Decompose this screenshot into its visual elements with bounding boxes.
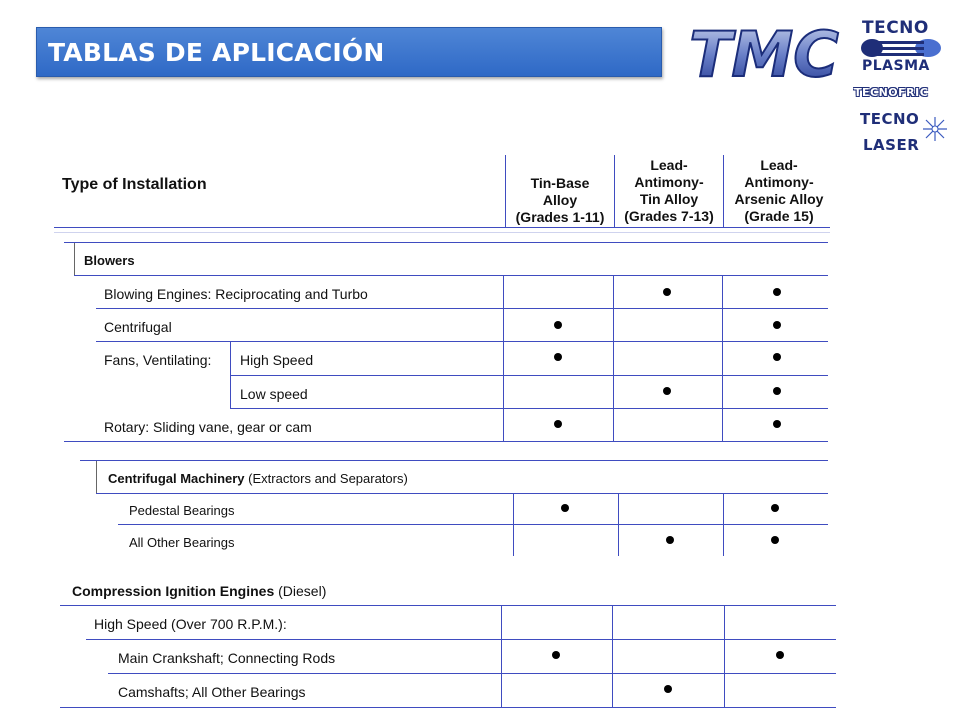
table-row-label: All Other Bearings xyxy=(129,535,235,550)
type-of-installation-header: Type of Installation xyxy=(62,176,207,193)
row-rule xyxy=(60,707,836,708)
mark-dot xyxy=(773,420,781,428)
table-row-label: Main Crankshaft; Connecting Rods xyxy=(118,650,336,666)
tecno-laser-top: TECNO xyxy=(860,110,920,128)
mark-dot xyxy=(554,420,562,428)
tecnofric-logo: TECNOFRIC xyxy=(854,86,929,99)
compression-subheading: High Speed (Over 700 R.P.M.): xyxy=(94,616,287,632)
table-row-label: Blowing Engines: Reciprocating and Turbo xyxy=(104,286,368,302)
mark-dot xyxy=(666,536,674,544)
column-divider xyxy=(723,493,724,556)
row-divider xyxy=(96,461,97,493)
table-row-label: Centrifugal xyxy=(104,319,172,335)
blowers-heading: Blowers xyxy=(84,253,135,268)
table-row-label: Pedestal Bearings xyxy=(129,503,235,518)
mark-dot xyxy=(561,504,569,512)
svg-text:TMC: TMC xyxy=(689,18,839,88)
row-rule xyxy=(230,375,828,376)
header-divider xyxy=(505,155,506,227)
table-row-sublabel: Low speed xyxy=(240,386,308,402)
column-divider xyxy=(618,493,619,556)
column-header-lead-antimony-arsenic: Lead- Antimony- Arsenic Alloy (Grade 15) xyxy=(734,157,824,224)
mark-dot xyxy=(554,321,562,329)
table-row-label: Camshafts; All Other Bearings xyxy=(118,684,306,700)
tecno-plasma-bottom: PLASMA xyxy=(862,58,930,74)
row-rule xyxy=(96,308,828,309)
mark-dot xyxy=(776,651,784,659)
column-divider xyxy=(724,605,725,707)
table-row-label: Rotary: Sliding vane, gear or cam xyxy=(104,419,312,435)
page-title: TABLAS DE APLICACIÓN xyxy=(48,38,385,67)
header-rule xyxy=(54,232,830,233)
column-divider xyxy=(722,275,723,441)
row-rule xyxy=(230,408,828,409)
mark-dot xyxy=(771,504,779,512)
mark-dot xyxy=(663,288,671,296)
row-divider xyxy=(74,243,75,275)
tecno-laser-bottom: LASER xyxy=(863,136,920,154)
mark-dot xyxy=(773,353,781,361)
plasma-mark-icon xyxy=(860,37,942,59)
table-row-sublabel: High Speed xyxy=(240,352,314,368)
table-row-label: Fans, Ventilating: xyxy=(104,352,212,368)
column-divider xyxy=(513,493,514,556)
mark-dot xyxy=(663,387,671,395)
laser-star-icon xyxy=(922,116,948,142)
header-rule xyxy=(54,227,830,228)
column-divider xyxy=(501,605,502,707)
header-divider xyxy=(614,155,615,227)
column-header-lead-antimony-tin: Lead- Antimony- Tin Alloy (Grades 7-13) xyxy=(624,157,714,224)
tmc-logo xyxy=(684,16,844,88)
centrifugal-heading: Centrifugal Machinery (Extractors and Separators) xyxy=(108,471,408,486)
mark-dot xyxy=(773,288,781,296)
row-rule xyxy=(64,441,828,442)
row-rule xyxy=(96,341,828,342)
title-banner xyxy=(36,27,662,77)
row-rule xyxy=(118,524,828,525)
mark-dot xyxy=(771,536,779,544)
mark-dot xyxy=(552,651,560,659)
row-rule xyxy=(74,275,828,276)
tecno-plasma-top: TECNO xyxy=(862,18,929,38)
row-rule xyxy=(108,673,836,674)
mark-dot xyxy=(773,387,781,395)
compression-heading: Compression Ignition Engines (Diesel) xyxy=(72,583,327,599)
row-rule xyxy=(80,460,828,461)
mark-dot xyxy=(554,353,562,361)
column-divider xyxy=(612,605,613,707)
column-divider xyxy=(503,275,504,441)
row-rule xyxy=(60,605,836,606)
header-divider xyxy=(723,155,724,227)
row-rule xyxy=(96,493,828,494)
row-rule xyxy=(64,242,828,243)
column-header-tin-base: Tin-Base Alloy (Grades 1-11) xyxy=(515,175,605,225)
mark-dot xyxy=(664,685,672,693)
mark-dot xyxy=(773,321,781,329)
row-divider xyxy=(230,342,231,408)
column-divider xyxy=(613,275,614,441)
